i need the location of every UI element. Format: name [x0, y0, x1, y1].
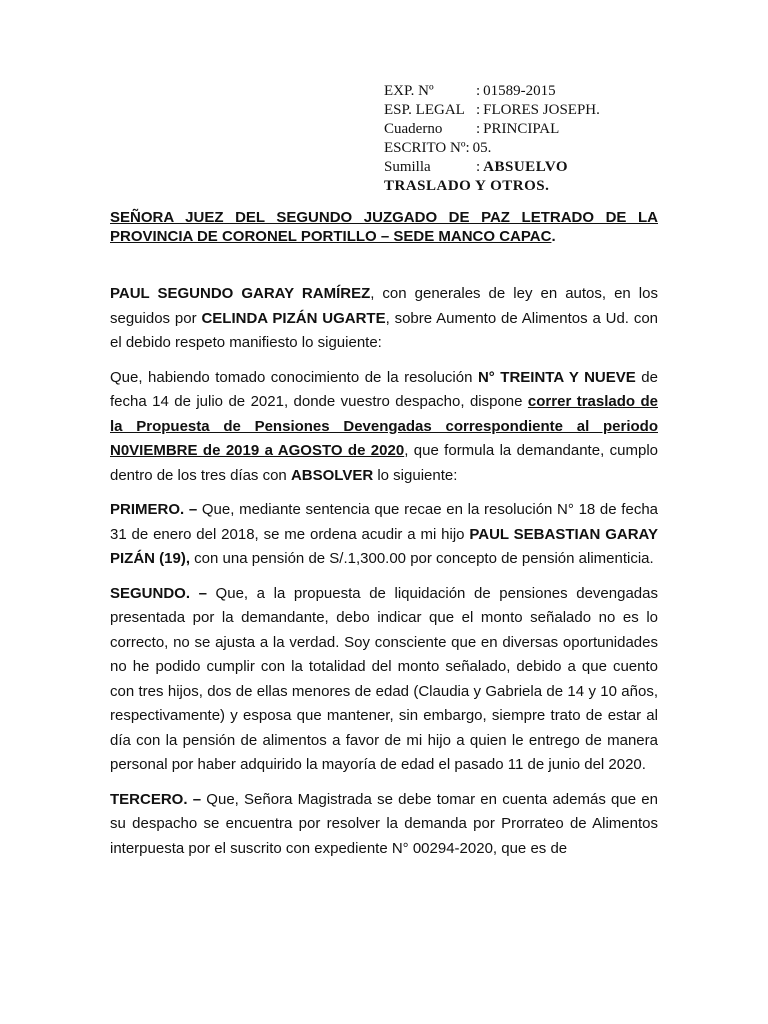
exp-separator: : — [476, 83, 481, 99]
escrito-label: ESCRITO Nº — [384, 140, 466, 156]
petitioner-name: PAUL SEGUNDO GARAY RAMÍREZ — [110, 285, 371, 302]
intro-paragraph — [110, 282, 658, 356]
intro-text-2: , sobre Aumento de Alimentos a Ud. con el debido respeto manifiesto lo siguiente: — [110, 309, 659, 351]
sumilla-separator: : — [476, 159, 481, 175]
absolver-word: ABSOLVER — [290, 466, 374, 484]
cuaderno-label: Cuaderno — [384, 121, 443, 137]
que-paragraph — [110, 366, 658, 489]
sumilla-label: Sumilla — [384, 159, 431, 175]
primero-paragraph — [110, 498, 658, 572]
sumilla-value: ABSUELVO — [483, 159, 569, 175]
addressee-end: . — [551, 228, 556, 245]
header-exp-row — [384, 82, 684, 101]
resolution-number: N° TREINTA Y NUEVE — [477, 368, 636, 386]
segundo-text: Que, a la propuesta de liquidación de pensiones devengadas presentada por la demandante, debo indicar que el monto señalado no es lo correcto, no se ajusta a la verdad. Soy consciente que en diversas oportunidades no he podido cumplir con la totalidad del monto señalado, debido a que cuento con tres hijos, dos de ellas menores de edad (Claudia y Gabriela de 14 y 10 años, respectivamente) y esposa que mantener, sin embargo, siempre trato de estar al día con la pensión de alimentos a favor de mi hijo a quien le entrego de manera personal por haber adquirido la mayoría de edad el pasado 11 de junio del 2020. — [110, 584, 658, 773]
escrito-value: 05. — [472, 140, 492, 156]
que-text-2: de fecha 14 de julio de 2021, donde vuestro despacho, dispone — [110, 368, 658, 410]
header-cuaderno-row — [384, 120, 684, 139]
tercero-text: Que, Señora Magistrada se debe tomar en cuenta además que en su despacho se encuentra por resolver la demanda por Prorrateo de Alimentos interpuesta por el suscrito con expediente N° 00294-2020, que es de — [110, 790, 658, 857]
esp-separator: : — [476, 102, 481, 118]
header-sumilla-row — [384, 158, 684, 177]
primero-heading: PRIMERO. – — [110, 501, 198, 518]
document-body — [110, 282, 658, 871]
header-escrito-row — [384, 139, 684, 158]
exp-label: EXP. Nº — [384, 83, 434, 99]
tercero-heading: TERCERO. – — [110, 790, 202, 808]
exp-value: 01589-2015 — [483, 83, 556, 99]
son-name: PAUL SEBASTIAN GARAY PIZÁN (19), — [110, 525, 658, 567]
que-text-4: lo siguiente: — [373, 466, 458, 484]
cuaderno-value: PRINCIPAL — [483, 121, 560, 137]
escrito-separator: : — [465, 140, 470, 156]
primero-text-1: Que, mediante sentencia que recae en la resolución N° 18 de fecha 31 de enero del 2018, se me ordena acudir a mi hijo — [110, 501, 658, 543]
esp-value: FLORES JOSEPH. — [483, 102, 600, 118]
header-esp-row — [384, 101, 684, 120]
addressee — [110, 208, 658, 246]
tercero-paragraph — [110, 788, 658, 862]
intro-text-1: , con generales de ley en autos, en los seguidos por — [110, 285, 658, 327]
que-text-3: , que formula la demandante, cumplo dentro de los tres días con — [110, 442, 658, 484]
que-text-1: Que, habiendo tomado conocimiento de la resolución — [110, 368, 478, 386]
header-sumilla-continuation — [384, 177, 684, 196]
primero-text-2: con una pensión de S/.1,300.00 por concepto de pensión alimenticia. — [190, 550, 654, 567]
sumilla-value-continued: TRASLADO Y OTROS. — [384, 178, 550, 194]
segundo-paragraph — [110, 582, 658, 778]
opposing-party-name: CELINDA PIZÁN UGARTE — [201, 309, 386, 327]
esp-label: ESP. LEGAL — [384, 102, 465, 118]
cuaderno-separator: : — [476, 121, 481, 137]
addressee-text: SEÑORA JUEZ DEL SEGUNDO JUZGADO DE PAZ LETRADO DE LA PROVINCIA DE CORONEL PORTILLO – SEDE MANCO CAPAC — [110, 209, 658, 245]
segundo-heading: SEGUNDO. – — [110, 584, 207, 602]
case-header — [384, 82, 684, 196]
traslado-phrase: correr traslado de la Propuesta de Pensiones Devengadas correspondiente al periodo N0VIEMBRE de 2019 a AGOSTO de 2020 — [110, 393, 658, 459]
